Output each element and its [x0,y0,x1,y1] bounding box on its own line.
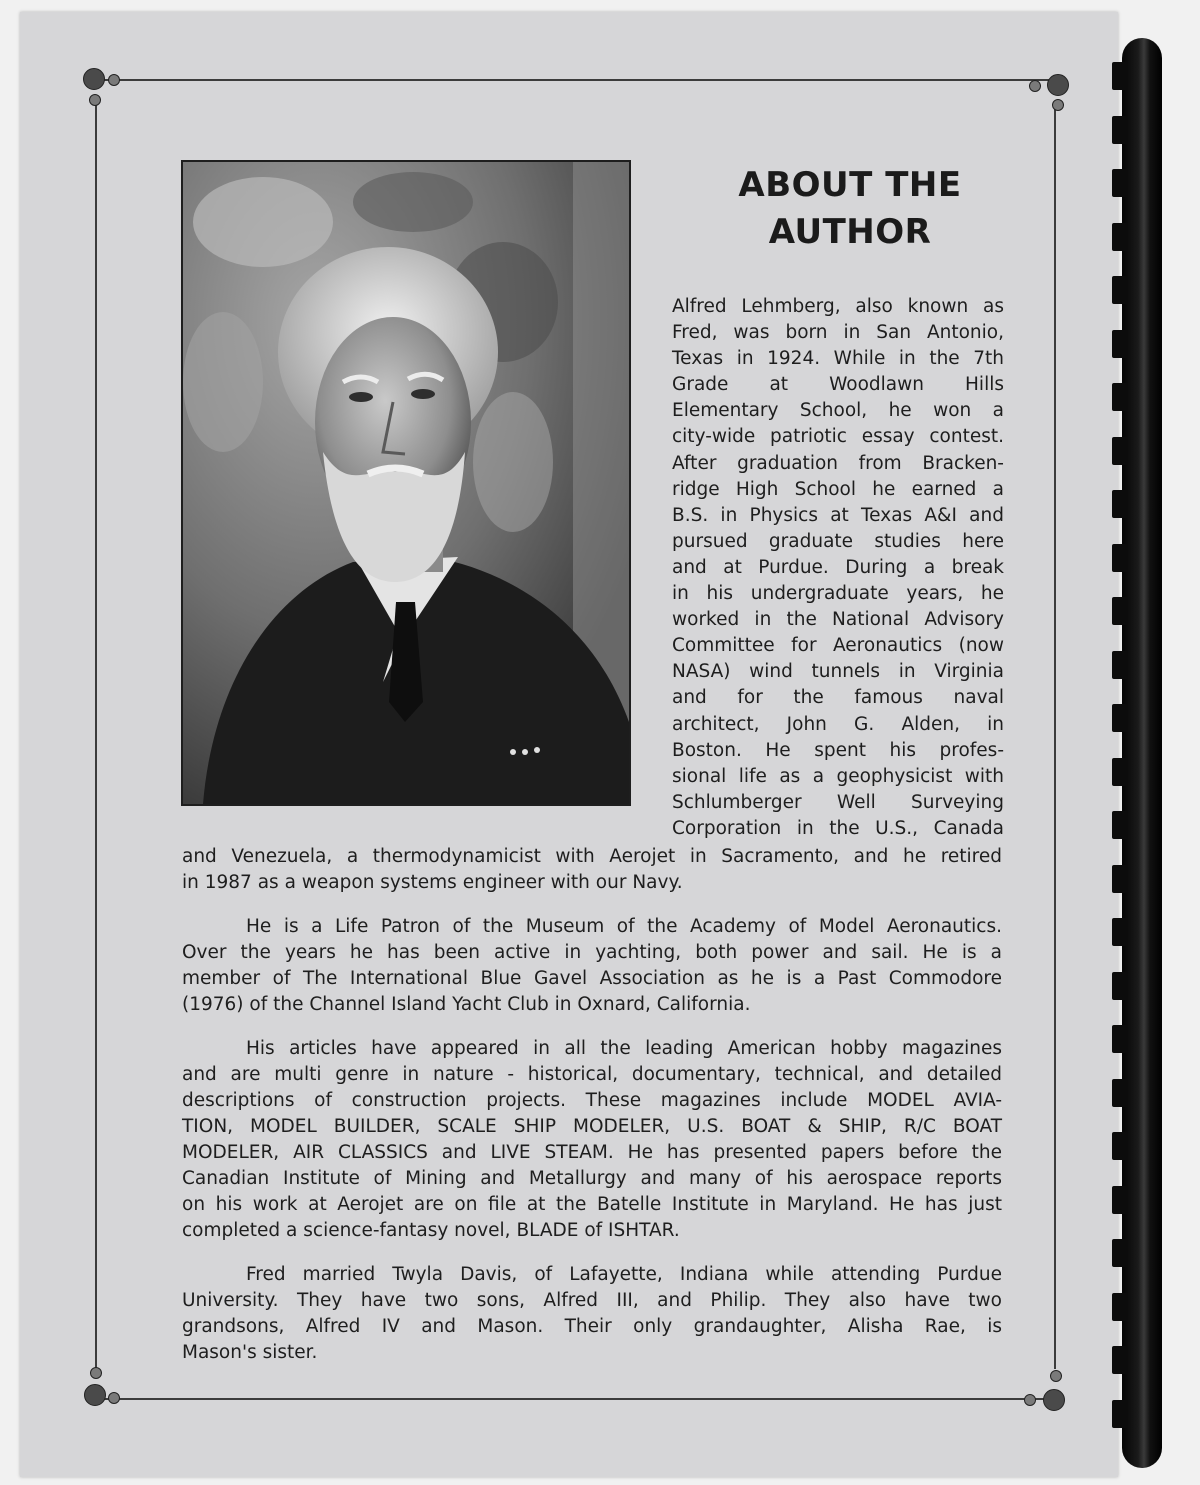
side-line: B.S. in Physics at Texas A&I and [672,504,1004,526]
corner-ornament-bottom-right [1043,1389,1065,1411]
binding-tooth [1112,1079,1128,1107]
binding-tooth [1112,865,1128,893]
corner-ornament-top-left [83,68,105,90]
corner-ornament-top-left-small-2 [89,94,101,106]
binding-tooth [1112,62,1128,90]
binding-tooth [1112,437,1128,465]
paragraph-2 [182,914,1002,1018]
corner-ornament-top-right [1047,74,1069,96]
side-line: Alfred Lehmberg, also known as [672,296,1004,317]
binding-tooth [1112,169,1128,197]
booklet-page [20,12,1118,1477]
corner-ornament-bottom-right-small-2 [1050,1370,1062,1382]
side-column-text [672,294,1004,842]
side-line: Boston. He spent his profes- [672,739,1004,761]
side-line: Corporation in the U.S., Canada [672,817,1004,839]
frame-right-line [1054,104,1056,1369]
binding-tooth [1112,1186,1128,1214]
body-line: TION, MODEL BUILDER, SCALE SHIP MODELER, U.S. BOAT & SHIP, R/C BOAT [182,1116,1002,1137]
corner-ornament-top-left-small [108,74,120,86]
binding-tooth [1112,651,1128,679]
body-line: Over the years he has been active in yachting, both power and sail. He is a [182,942,1002,963]
binding-tooth [1112,276,1128,304]
frame-top-line [98,79,1056,81]
corner-ornament-top-right-small [1029,80,1041,92]
body-line: Canadian Institute of Mining and Metallurgy and many of his aerospace reports [182,1168,1002,1189]
frame-bottom-line [98,1398,1056,1400]
binding-tooth [1112,1132,1128,1160]
binding-tooth [1112,1293,1128,1321]
side-line: pursued graduate studies here [672,530,1004,552]
side-line: and for the famous naval [672,687,1004,709]
body-text [182,844,1002,1366]
side-line: worked in the National Advisory [672,609,1004,631]
binding-tooth [1112,116,1128,144]
binding-tooth [1112,704,1128,732]
paragraph-1 [182,844,1002,896]
binding-tooth [1112,918,1128,946]
body-line: Fred married Twyla Davis, of Lafayette, Indiana while attending Purdue [246,1264,1002,1285]
page-title [660,162,1040,256]
paragraph-4 [182,1262,1002,1366]
side-line: After graduation from Bracken- [672,452,1004,474]
body-line: (1976) of the Channel Island Yacht Club in Oxnard, California. [182,994,751,1015]
author-portrait-image [183,162,629,804]
side-line: Grade at Woodlawn Hills [672,374,1004,396]
body-line: Mason's sister. [182,1342,318,1363]
body-line: and Venezuela, a thermodynamicist with Aerojet in Sacramento, and he retired [182,846,1002,867]
binding-tooth [1112,1239,1128,1267]
corner-ornament-bottom-left [84,1384,106,1406]
body-line: completed a science-fantasy novel, BLADE of ISHTAR. [182,1220,680,1241]
side-line: city-wide patriotic essay contest. [672,426,1004,448]
side-line: Texas in 1924. While in the 7th [672,348,1004,370]
corner-ornament-bottom-right-small [1024,1394,1036,1406]
side-line: architect, John G. Alden, in [672,713,1004,735]
binding-tooth [1112,1346,1128,1374]
side-line: in his undergraduate years, he [672,583,1004,605]
body-line: on his work at Aerojet are on file at the Batelle Institute in Maryland. He has just [182,1194,1002,1215]
corner-ornament-bottom-left-small [108,1392,120,1404]
body-line: University. They have two sons, Alfred III, and Philip. They also have two [182,1290,1002,1311]
paragraph-3 [182,1036,1002,1244]
binding-tooth [1112,758,1128,786]
binding-tooth [1112,490,1128,518]
body-line: in 1987 as a weapon systems engineer with our Navy. [182,872,683,893]
side-line: and at Purdue. During a break [672,556,1004,578]
binding-tooth [1112,1400,1128,1428]
binding-tooth [1112,1025,1128,1053]
binding-tooth [1112,544,1128,572]
side-line: Fred, was born in San Antonio, [672,322,1004,344]
author-photo [181,160,631,806]
binding-tooth [1112,223,1128,251]
side-line: ridge High School he earned a [672,478,1004,500]
body-line: grandsons, Alfred IV and Mason. Their only grandaughter, Alisha Rae, is [182,1316,1002,1337]
body-line: His articles have appeared in all the leading American hobby magazines [246,1038,1002,1059]
side-line: Committee for Aeronautics (now [672,635,1004,657]
binding-tooth [1112,383,1128,411]
body-line: He is a Life Patron of the Museum of the Academy of Model Aeronautics. [246,916,1002,937]
corner-ornament-bottom-left-small-2 [90,1367,102,1379]
body-line: member of The International Blue Gavel Association as he is a Past Commodore [182,968,1002,989]
comb-binding-spine [1122,38,1162,1468]
title-line-2: AUTHOR [768,212,932,252]
body-line: and are multi genre in nature - historical, documentary, technical, and detailed [182,1064,1002,1085]
body-line: MODELER, AIR CLASSICS and LIVE STEAM. He has presented papers before the [182,1142,1002,1163]
side-line: Elementary School, he won a [672,400,1004,422]
binding-tooth [1112,972,1128,1000]
title-line-1: ABOUT THE [738,165,962,205]
binding-tooth [1112,811,1128,839]
binding-tooth [1112,597,1128,625]
binding-tooth [1112,330,1128,358]
side-line: Schlumberger Well Surveying [672,791,1004,813]
frame-left-line [95,104,97,1369]
body-line: descriptions of construction projects. These magazines include MODEL AVIA- [182,1090,1002,1111]
side-line: sional life as a geophysicist with [672,765,1004,787]
corner-ornament-top-right-small-2 [1052,99,1064,111]
side-line: NASA) wind tunnels in Virginia [672,661,1004,683]
